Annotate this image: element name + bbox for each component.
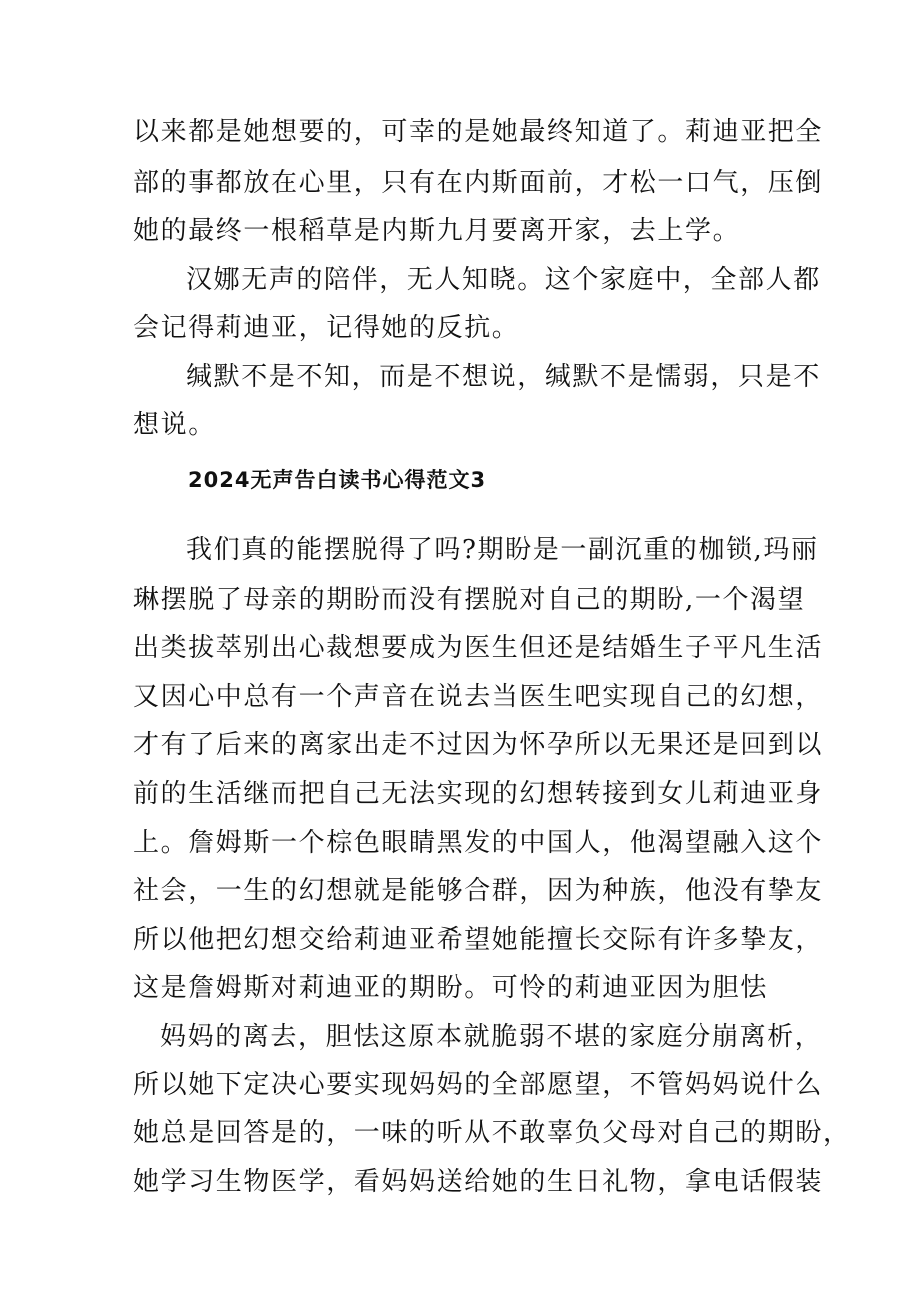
text-line: 这是詹姆斯对莉迪亚的期盼。可怜的莉迪亚因为胆怯 bbox=[133, 973, 768, 1003]
text-line: 才有了后来的离家出走不过因为怀孕所以无果还是回到以 bbox=[133, 730, 824, 760]
text-line: 上。詹姆斯一个棕色眼睛黑发的中国人，他渴望融入这个 bbox=[133, 828, 824, 858]
text-line: 妈妈的离去，胆怯这原本就脆弱不堪的家庭分崩离析， bbox=[160, 1022, 823, 1052]
text-line: 所以他把幻想交给莉迪亚希望她能擅长交际有许多挚友， bbox=[133, 925, 824, 955]
text-line: 社会，一生的幻想就是能够合群，因为种族，他没有挚友 bbox=[133, 876, 824, 906]
text-line: 出类拔萃别出心裁想要成为医生但还是结婚生子平凡生活 bbox=[133, 633, 824, 663]
section-heading: 2024无声告白读书心得范文3 bbox=[188, 468, 487, 492]
text-line: 琳摆脱了母亲的期盼而没有摆脱对自己的期盼,一个渴望 bbox=[133, 585, 806, 615]
text-line: 她的最终一根稻草是内斯九月要离开家，去上学。 bbox=[133, 216, 741, 246]
text-line: 我们真的能摆脱得了吗?期盼是一副沉重的枷锁,玛丽 bbox=[186, 535, 819, 565]
text-line: 缄默不是不知，而是不想说，缄默不是懦弱，只是不 bbox=[186, 362, 821, 392]
text-line: 又因心中总有一个声音在说去当医生吧实现自己的幻想， bbox=[133, 682, 824, 712]
text-line: 汉娜无声的陪伴，无人知晓。这个家庭中，全部人都 bbox=[186, 265, 821, 295]
text-line: 前的生活继而把自己无法实现的幻想转接到女儿莉迪亚身 bbox=[133, 779, 824, 809]
text-line: 她学习生物医学，看妈妈送给她的生日礼物，拿电话假装 bbox=[133, 1167, 824, 1197]
text-line: 以来都是她想要的，可幸的是她最终知道了。莉迪亚把全 bbox=[133, 117, 824, 147]
text-line: 想说。 bbox=[133, 410, 216, 440]
text-line: 会记得莉迪亚，记得她的反抗。 bbox=[133, 313, 520, 343]
text-line: 所以她下定决心要实现妈妈的全部愿望，不管妈妈说什么 bbox=[133, 1070, 824, 1100]
text-line: 部的事都放在心里，只有在内斯面前，才松一口气，压倒 bbox=[133, 168, 824, 198]
text-line: 她总是回答是的，一味的听从不敢辜负父母对自己的期盼， bbox=[133, 1118, 851, 1148]
